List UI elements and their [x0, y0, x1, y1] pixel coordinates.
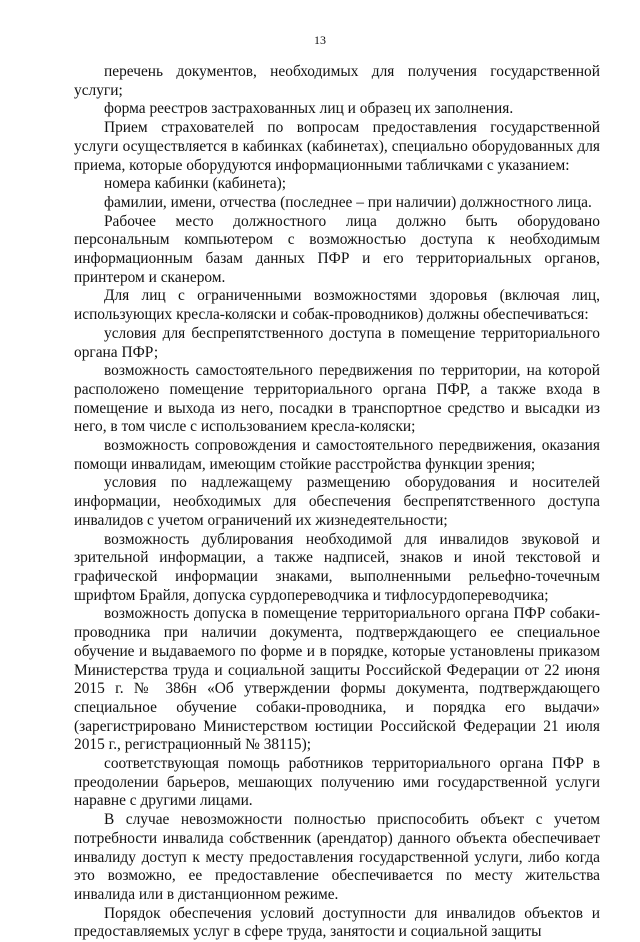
paragraph: возможность сопровождения и самостоятельного передвижения, оказания помощи инвалидам, имеющим стойкие расстройства функции зрения; — [74, 437, 600, 473]
paragraph: Рабочее место должностного лица должно быть оборудовано персональным компьютером с возможностью доступа к необходимым информационным базам данных ПФР и его территориальных органов, принтером и сканером. — [74, 212, 600, 286]
paragraph: номера кабинки (кабинета); — [104, 175, 287, 193]
paragraph: соответствующая помощь работников территориального органа ПФР в преодолении барьеров, мешающих получению ими государственной услуги наравне с другими лицами. — [74, 755, 600, 810]
paragraph: возможность самостоятельного передвижения по территории, на которой расположено помещение территориального органа ПФР, а также входа в помещение и выхода из него, посадки в транспортное средство и высадки из него, в том числе с использованием кресла-коляски; — [74, 362, 600, 436]
page-number: 13 — [314, 33, 326, 47]
paragraph: В случае невозможности полностью приспособить объект с учетом потребности инвалида собственник (арендатор) данного объекта обеспечивает инвалиду доступ к месту предоставления государственной услуги, либо когда это возможно, ее предоставление обеспечивается по месту жительства инвалида или в дистанционном режиме. — [74, 811, 600, 903]
paragraph: возможность дублирования необходимой для инвалидов звуковой и зрительной информации, а также надписей, знаков и иной текстовой и графической информации знаками, выполненными рельефно-точечным шрифтом Брайля, допуска сурдопереводчика и тифлосурдопереводчика; — [74, 530, 600, 604]
paragraph: Для лиц с ограниченными возможностями здоровья (включая лиц, использующих кресла-коляски и собак-проводников) должны обеспечиваться: — [74, 287, 600, 324]
body-text — [74, 63, 600, 942]
paragraph: возможность допуска в помещение территориального органа ПФР собаки-проводника при наличии документа, подтверждающего ее специальное обучение и выдаваемого по форме и в порядке, которые установлены приказом Министерства труда и социальной защиты Российской Федерации от 22 июня 2015 г. № 386н «Об утверждении формы документа, подтверждающего специальное обучение собаки-проводника, и порядка его выдачи» (зарегистрировано Министерством юстиции Российской Федерации 21 июля 2015 г., регистрационный № 38115); — [74, 605, 600, 754]
paragraph: перечень документов, необходимых для получения государственной услуги; — [74, 63, 600, 99]
paragraph: условия для беспрепятственного доступа в помещение территориального органа ПФР; — [74, 324, 600, 361]
paragraph: Порядок обеспечения условий доступности для инвалидов объектов и предоставляемых услуг в сфере труда, занятости и социальной защиты — [74, 904, 600, 941]
paragraph: фамилии, имени, отчества (последнее – при наличии) должностного лица. — [104, 193, 592, 211]
paragraph: условия по надлежащему размещению оборудования и носителей информации, необходимых для обеспечения беспрепятственного доступа инвалидов с учетом ограничений их жизнедеятельности; — [74, 474, 600, 529]
paragraph: Прием страхователей по вопросам предоставления государственной услуги осуществляется в кабинках (кабинетах), специально оборудованных для приема, которые оборудуются информационными табличками с указанием: — [74, 119, 600, 174]
paragraph: форма реестров застрахованных лиц и образец их заполнения. — [104, 100, 514, 118]
